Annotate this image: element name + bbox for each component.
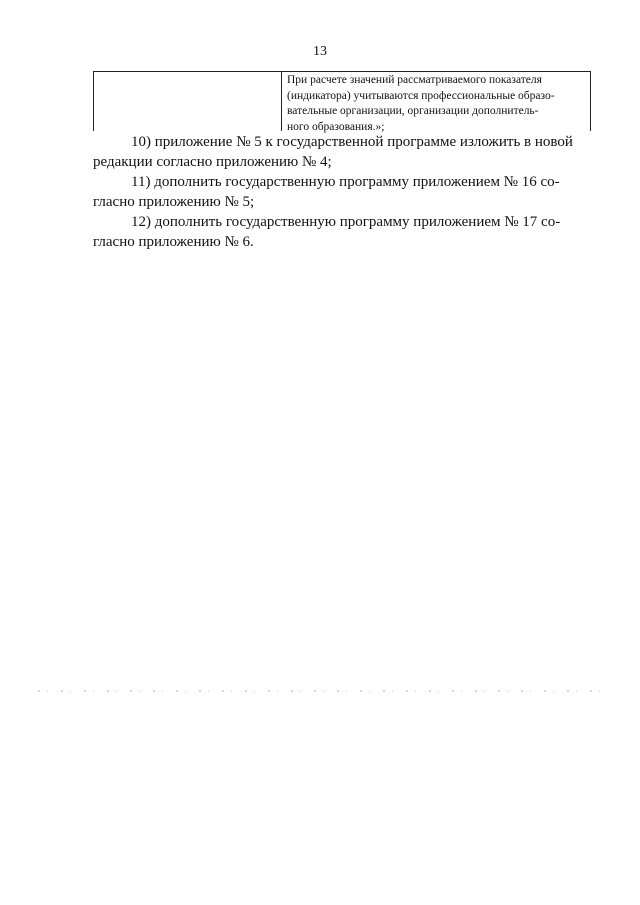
paragraph-line: гласно приложению № 6.	[93, 234, 254, 250]
page-number: 13	[313, 44, 327, 59]
table-cell-note	[282, 72, 590, 131]
paragraph-line: 10) приложение № 5 к государственной программе изложить в новой	[131, 134, 573, 150]
table-note-line: При расчете значений рассматриваемого показателя	[287, 74, 542, 86]
paragraph-item-12	[93, 212, 577, 252]
paragraph-line: гласно приложению № 5;	[93, 194, 255, 210]
table-note-line: вательные организации, организации дополнитель-	[287, 105, 539, 117]
paragraph-item-11	[93, 172, 577, 212]
table-cell-empty	[94, 72, 282, 131]
paragraph-item-10	[93, 132, 577, 172]
scan-artifact-line	[38, 690, 608, 692]
paragraph-line: 12) дополнить государственную программу приложением № 17 со-	[131, 214, 561, 230]
table-note-line: (индикатора) учитываются профессиональные образо-	[287, 89, 555, 102]
table-note-line: ного образования.»;	[287, 120, 385, 133]
paragraph-line: 11) дополнить государственную программу приложением № 16 со-	[131, 174, 560, 190]
document-body	[93, 132, 577, 252]
indicator-table-fragment	[93, 71, 591, 131]
paragraph-line: редакции согласно приложению № 4;	[93, 154, 332, 170]
